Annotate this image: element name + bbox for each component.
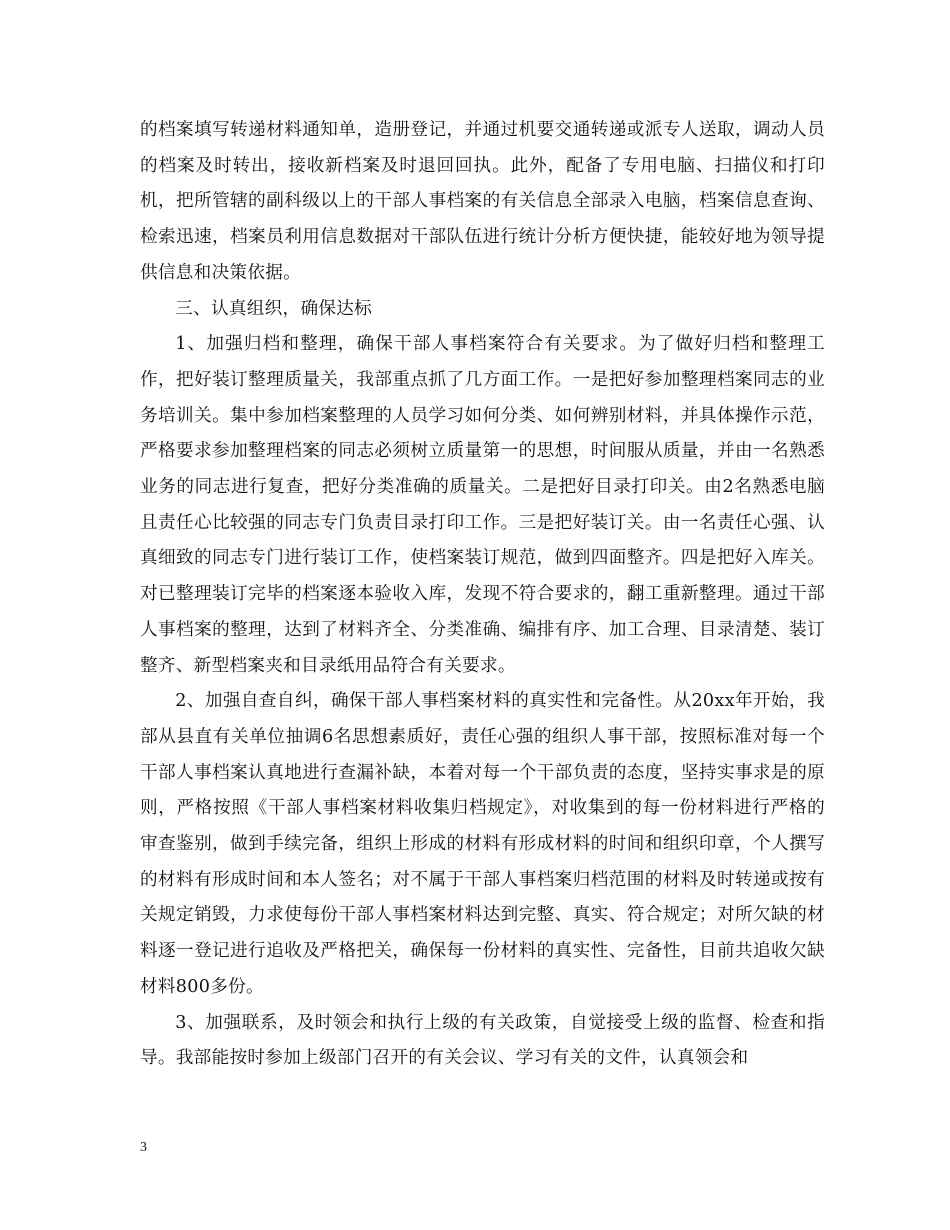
paragraph-item-1: 1、加强归档和整理，确保干部人事档案符合有关要求。为了做好归档和整理工作，把好装订整理质量关，我部重点抓了几方面工作。一是把好参加整理档案同志的业务培训关。集中参加档案整理的人员学习如何分类、如何辨别材料，并具体操作示范，严格要求参加整理档案的同志必须树立质量第一的思想，时间服从质量，并由一名熟悉业务的同志进行复查，把好分类准确的质量关。二是把好目录打印关。由2名熟悉电脑且责任心比较强的同志专门负责目录打印工作。三是把好装订关。由一名责任心强、认真细致的同志专门进行装订工作，使档案装订规范，做到四面整齐。四是把好入库关。对已整理装订完毕的档案逐本验收入库，发现不符合要求的，翻工重新整理。通过干部人事档案的整理，达到了材料齐全、分类准确、编排有序、加工合理、目录清楚、装订整齐、新型档案夹和目录纸用品符合有关要求。 <box>140 334 825 676</box>
document-body <box>140 113 825 1077</box>
section-heading: 三、认真组织，确保达标 <box>175 298 373 319</box>
paragraph-continued: 的档案填写转递材料通知单，造册登记，并通过机要交通转递或派专人送取，调动人员的档案及时转出，接收新档案及时退回回执。此外，配备了专用电脑、扫描仪和打印机，把所管辖的副科级以上的干部人事档案的有关信息全部录入电脑，档案信息查询、检索迅速，档案员利用信息数据对干部队伍进行统计分析方便快捷，能较好地为领导提供信息和决策依据。 <box>140 120 825 283</box>
paragraph-item-2: 2、加强自查自纠，确保干部人事档案材料的真实性和完备性。从20xx年开始，我部从县直有关单位抽调6名思想素质好，责任心强的组织人事干部，按照标准对每一个干部人事档案认真地进行查漏补缺，本着对每一个干部负责的态度，坚持实事求是的原则，严格按照《干部人事档案材料收集归档规定》，对收集到的每一份材料进行严格的审查鉴别，做到手续完备，组织上形成的材料有形成材料的时间和组织印章，个人撰写的材料有形成时间和本人签名；对不属于干部人事档案归档范围的材料及时转递或按有关规定销毁，力求使每份干部人事档案材料达到完整、真实、符合规定；对所欠缺的材料逐一登记进行追收及严格把关，确保每一份材料的真实性、完备性，目前共追收欠缺材料800多份。 <box>140 691 825 997</box>
paragraph-item-3: 3、加强联系，及时领会和执行上级的有关政策，自觉接受上级的监督、检查和指导。我部能按时参加上级部门召开的有关会议、学习有关的文件，认真领会和 <box>140 1012 825 1069</box>
page-number: 3 <box>140 1140 147 1155</box>
